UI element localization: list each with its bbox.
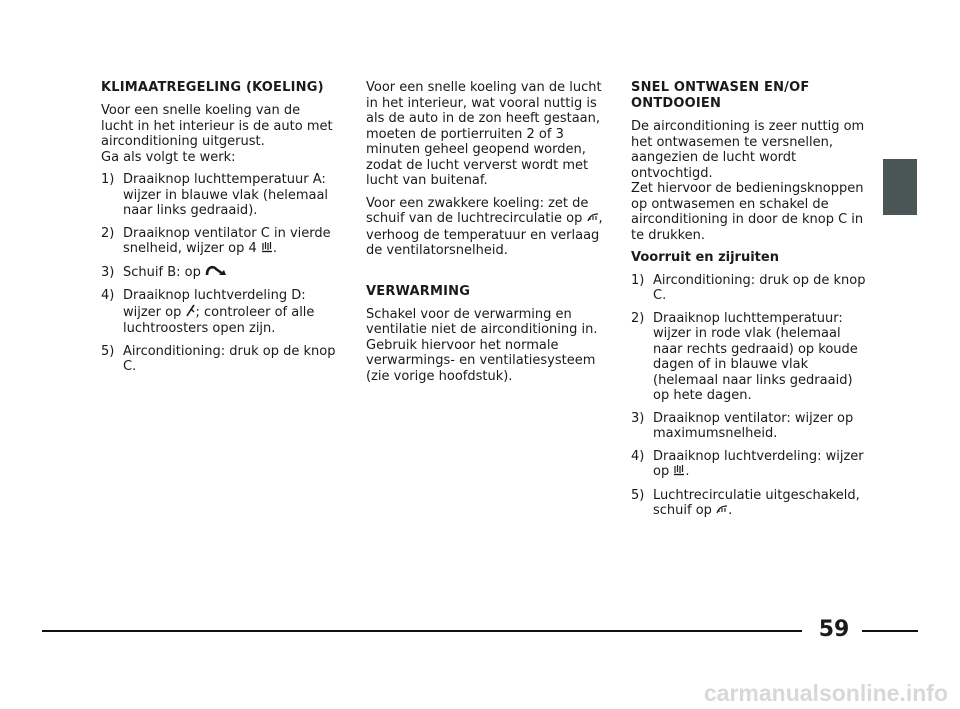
quick-cooling-paragraph: Voor een snelle koeling van de lucht in het interieur, wat vooral nuttig is als de auto in de zon heeft gestaan, moeten de portierruiten 2 of 3 minuten geheel geopend worden, zodat de lucht ververst wordt met lucht van buitenaf. bbox=[366, 80, 602, 188]
list-item: 3) Draaiknop ventilator: wijzer op maximumsnelheid. bbox=[631, 410, 854, 441]
recirculation-icon bbox=[205, 265, 227, 282]
outside-air-icon bbox=[716, 503, 728, 520]
list-item: 5) Airconditioning: druk op de knop C. bbox=[101, 343, 336, 374]
footer-rule-right bbox=[862, 630, 918, 632]
defrost-steps bbox=[631, 273, 871, 520]
section-heading-climate: KLIMAATREGELING (KOELING) bbox=[101, 80, 324, 95]
heating-paragraph: Schakel voor de verwarming en ventilatie niet de airconditioning in. Gebruik hiervoor het normale verwarmings- en ventilatiesysteem (zie vorige hoofdstuk). bbox=[366, 306, 598, 384]
column-right bbox=[631, 80, 871, 527]
outside-air-icon bbox=[587, 211, 599, 228]
list-item: 3) Schuif B: op bbox=[101, 265, 336, 282]
watermark: carmanualsonline.info bbox=[703, 680, 948, 706]
list-item: 2) Draaiknop luchttemperatuur: wijzer in rode vlak (helemaal naar rechts gedraaid) op koude dagen of in blauwe vlak (helemaal naar links gedraaid) op hete dagen. bbox=[631, 310, 858, 403]
intro-paragraph: Voor een snelle koeling van de lucht in het interieur is de auto met airconditioning uitgerust. Ga als volgt te werk: bbox=[101, 103, 333, 165]
floor-vent-icon bbox=[186, 304, 196, 322]
weak-cooling-paragraph: Voor een zwakkere koeling: zet de schuif van de luchtrecirculatie op , verhoog de temperatuur en verlaag de ventilatorsnelheid. bbox=[366, 195, 603, 258]
list-item: 2) Draaiknop ventilator C in vierde snelheid, wijzer op 4 . bbox=[101, 225, 331, 256]
list-item: 1) Draaiknop luchttemperatuur A: wijzer in blauwe vlak (helemaal naar links gedraaid). bbox=[101, 172, 329, 218]
chapter-tab bbox=[883, 159, 917, 215]
page-number: 59 bbox=[818, 617, 850, 642]
list-item: 4) Draaiknop luchtverdeling: wijzer op . bbox=[631, 448, 864, 479]
list-item: 5) Luchtrecirculatie uitgeschakeld, schuif op . bbox=[631, 487, 860, 518]
defrost-paragraph: De airconditioning is zeer nuttig om het ontwasemen te versnellen, aangezien de lucht wordt ontvochtigd. Zet hiervoor de bedieningsknoppen op ontwasemen en schakel de airconditioning in door de knop C in te drukken. bbox=[631, 119, 865, 243]
section-heading-heating: VERWARMING bbox=[366, 283, 471, 299]
list-item: 4) Draaiknop luchtverdeling D: wijzer op ; controleer of alle luchtroosters open zijn. bbox=[101, 288, 315, 336]
section-heading-defrost: SNEL ONTWASEN EN/OF ONTDOOIEN bbox=[631, 80, 810, 111]
footer-rule-left bbox=[42, 630, 802, 632]
subheading-windows: Voorruit en zijruiten bbox=[631, 250, 779, 265]
column-left bbox=[101, 80, 336, 382]
list-item: 1) Airconditioning: druk op de knop C. bbox=[631, 272, 866, 303]
column-middle bbox=[366, 80, 606, 391]
defrost-fan-icon bbox=[673, 464, 685, 481]
cooling-steps bbox=[101, 172, 336, 375]
defrost-fan-icon bbox=[261, 241, 273, 258]
